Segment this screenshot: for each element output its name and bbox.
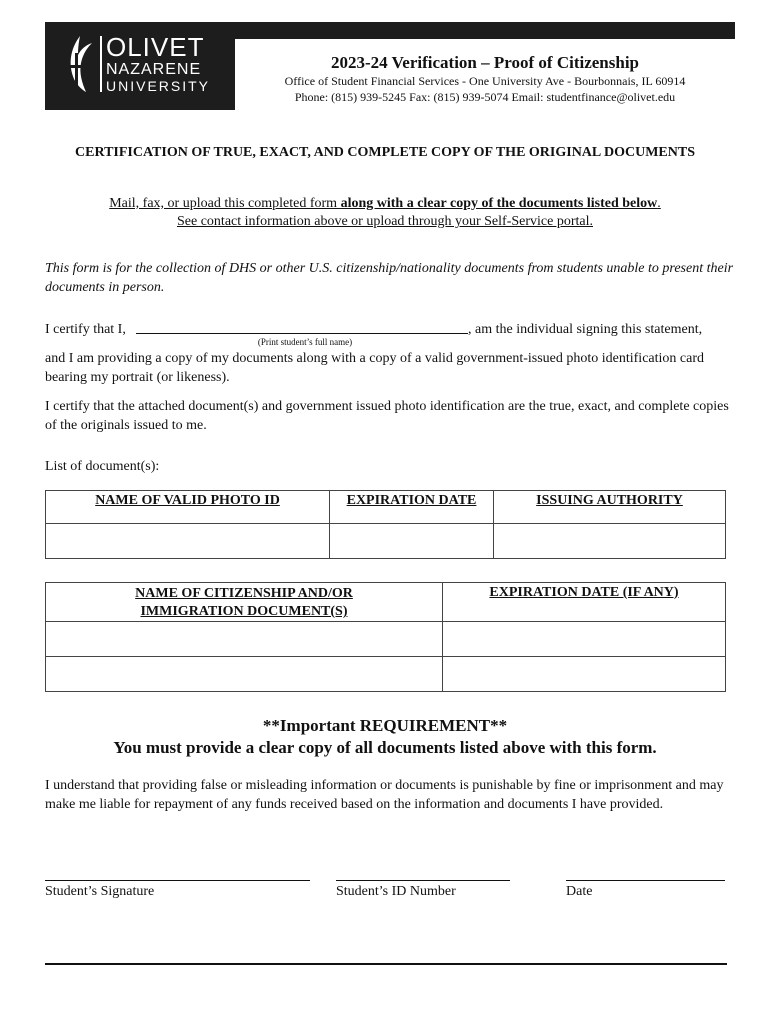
documents-list-label: List of document(s): <box>45 459 160 474</box>
certify-suffix: , am the individual signing this statement, <box>468 322 703 337</box>
requirement-text: You must provide a clear copy of all documents listed above with this form. <box>113 738 657 757</box>
contact-info: Phone: (815) 939-5245 Fax: (815) 939-5074 Email: studentfinance@olivet.edu <box>294 90 676 104</box>
logo-wordmark <box>106 34 210 93</box>
instructions-line-1 <box>20 196 750 212</box>
requirement-heading: **Important REQUIREMENT** <box>262 716 508 735</box>
photo-id-name-cell[interactable] <box>46 524 330 559</box>
instructions-period: . <box>657 196 661 211</box>
header-issuing-authority: ISSUING AUTHORITY <box>494 491 726 524</box>
header-citizenship-document <box>46 583 443 622</box>
certification-heading: CERTIFICATION OF TRUE, EXACT, AND COMPLETE COPY OF THE ORIGINAL DOCUMENTS <box>75 145 695 160</box>
cross-flame-icon <box>64 35 94 93</box>
office-address: Office of Student Financial Services - One University Ave - Bourbonnais, IL 60914 <box>284 74 686 88</box>
name-field-caption: (Print student’s full name) <box>257 337 353 347</box>
bottom-rule <box>45 963 727 965</box>
table-row <box>46 657 726 692</box>
photo-id-table <box>45 490 726 559</box>
date-line[interactable] <box>566 880 725 881</box>
citizenship-document-cell[interactable] <box>46 657 443 692</box>
header-expiration-if-any: EXPIRATION DATE (IF ANY) <box>443 583 726 622</box>
photo-id-expiration-cell[interactable] <box>330 524 494 559</box>
form-title: 2023-24 Verification – Proof of Citizenship <box>330 53 640 72</box>
logo-line-nazarene: NAZARENE <box>106 61 202 78</box>
header-expiration-date: EXPIRATION DATE <box>330 491 494 524</box>
header-citizenship-line-1: NAME OF CITIZENSHIP AND/OR <box>135 586 353 601</box>
citizenship-document-cell[interactable] <box>46 622 443 657</box>
signature-label: Student’s Signature <box>45 884 155 899</box>
citizenship-expiration-cell[interactable] <box>443 622 726 657</box>
instructions-bold-text: along with a clear copy of the documents listed below <box>340 196 658 211</box>
italic-note: This form is for the collection of DHS or other U.S. citizenship/nationality documents from students unable to present their documents in person. <box>45 261 734 295</box>
citizenship-expiration-cell[interactable] <box>443 657 726 692</box>
header-photo-id-name: NAME OF VALID PHOTO ID <box>46 491 330 524</box>
instructions-line-2: See contact information above or upload through your Self-Service portal. <box>177 214 593 229</box>
signature-line[interactable] <box>45 880 310 881</box>
logo-divider <box>100 36 102 92</box>
photo-id-authority-cell[interactable] <box>494 524 726 559</box>
instructions-text: Mail, fax, or upload this completed form <box>109 196 341 211</box>
logo-line-olivet: OLIVET <box>106 32 205 62</box>
table-row <box>46 524 726 559</box>
student-id-label: Student’s ID Number <box>336 884 456 899</box>
table-row <box>46 622 726 657</box>
header-citizenship-line-2: IMMIGRATION DOCUMENT(S) <box>140 604 348 619</box>
student-id-line[interactable] <box>336 880 510 881</box>
date-label: Date <box>566 884 593 899</box>
certify-attached-statement: I certify that the attached document(s) and government issued photo identification are the true, exact, and complete copies of the originals issued to me. <box>45 399 729 433</box>
certify-prefix: I certify that I, <box>45 322 126 337</box>
penalty-statement: I understand that providing false or misleading information or documents is punishable by fine or imprisonment and may make me liable for repayment of any funds received based on the information and documents I have provided. <box>45 778 724 812</box>
certify-continuation: and I am providing a copy of my documents along with a copy of a valid government-issued photo identification card bearing my portrait (or likeness). <box>45 351 704 385</box>
student-name-field[interactable] <box>136 320 468 334</box>
citizenship-documents-table <box>45 582 726 692</box>
logo-line-university: UNIVERSITY <box>106 78 211 94</box>
